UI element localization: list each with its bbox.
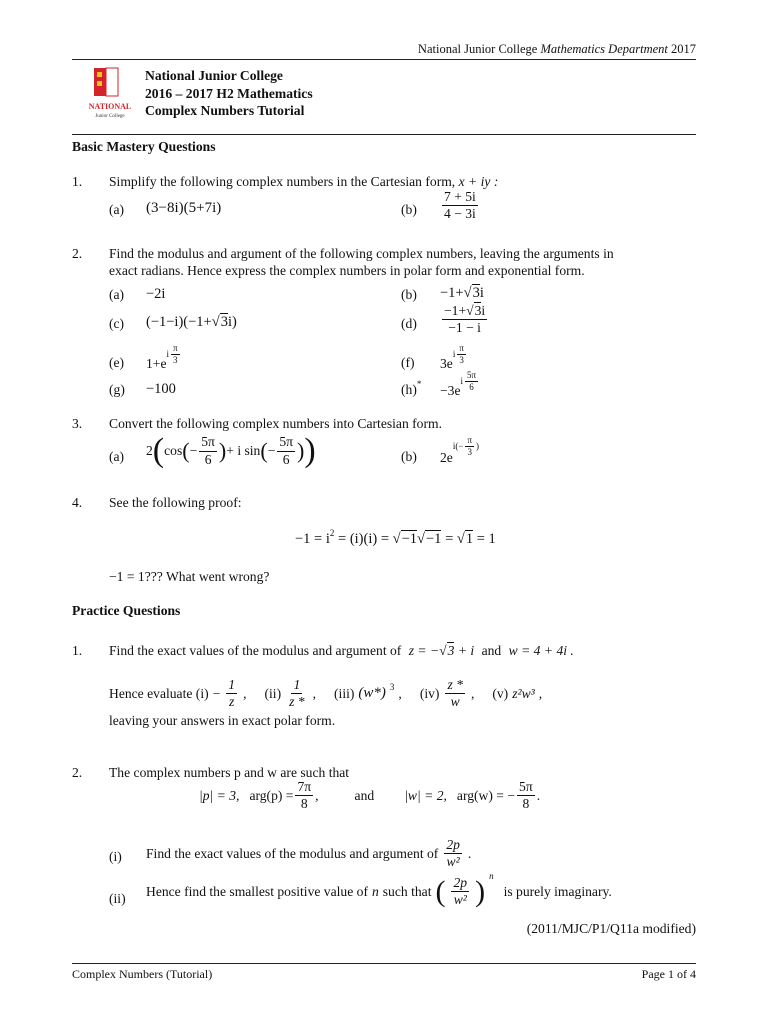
p2-conditions: |p| = 3, arg(p) = $\frac{7\pi}{8}$ , and |w| = 2, arg(w) = − $\frac{5\pi}{8}$ .: [199, 779, 541, 812]
q2h-exp-i: i: [460, 376, 464, 386]
q3b-exp-den: 3: [467, 447, 472, 458]
p2ii-label: (ii): [109, 891, 126, 906]
p1-v-expr: z²w³: [512, 685, 535, 701]
q4-question: −1 = 1??? What went wrong?: [109, 569, 270, 584]
running-header: [418, 42, 696, 57]
q4-proof-pre: −1 = i: [295, 531, 330, 547]
p2ii-pre: Hence find the smallest positive value of: [146, 883, 368, 899]
p2ii-text: Hence find the smallest positive value of n such that ( $\frac{2p}{\text{w²}}$ ) n is purely imaginary.: [146, 870, 612, 908]
q2f-label: (f): [401, 355, 415, 370]
source-reference: (2011/MJC/P1/Q11a modified): [526, 921, 696, 936]
q2d-label: (d): [401, 316, 417, 331]
q3a-label: (a): [109, 449, 125, 464]
p1-ii-label: (ii): [264, 685, 282, 701]
q1b-fraction: [440, 190, 480, 222]
p1-v-label: (v): [492, 685, 509, 701]
q2d-num-post: i: [481, 303, 486, 318]
q2h-base: −3e: [440, 383, 461, 398]
q4-proof-eq: =: [441, 531, 457, 547]
q3a-den-2: 6: [282, 451, 290, 467]
q2f-exp-num: π: [457, 344, 466, 355]
doc-title-college: National Junior College: [145, 68, 283, 83]
p2-number: 2.: [72, 765, 83, 780]
q2-number: 2.: [72, 246, 83, 261]
q2f-exp-i: i: [452, 349, 456, 359]
p2i-text-body: Find the exact values of the modulus and argument of: [146, 845, 439, 861]
footer-page-number: Page 1 of 4: [641, 967, 696, 981]
q3a-coef: 2: [146, 443, 153, 458]
q2e-base: 1+e: [146, 356, 167, 371]
running-header-college: National Junior College: [417, 42, 541, 56]
q3b-exponent: i(− $\frac{\pi}{3}$ ): [452, 435, 479, 458]
p2-intro: The complex numbers p and w are such that: [109, 765, 350, 780]
q2-line2: exact radians. Hence express the complex numbers in polar form and exponential form.: [109, 263, 585, 278]
q1b-denominator: 4 − 3i: [444, 206, 476, 222]
p1-w: w = 4 + 4i .: [508, 643, 574, 658]
doc-title-topic: Complex Numbers Tutorial: [145, 103, 305, 118]
p1-iii-power: 3: [389, 681, 395, 692]
p2-w-arg: arg(w) = −: [456, 787, 516, 803]
q4-proof-square: 2: [329, 528, 335, 538]
p1-iv-num: z *: [445, 678, 465, 694]
q4-radicand-1: −1: [401, 531, 418, 547]
footer-left: Complex Numbers (Tutorial): [72, 967, 213, 981]
q2h-star: *: [416, 379, 422, 389]
p1-z-radicand: 3: [447, 643, 455, 658]
q2e-exp-den: 3: [173, 355, 178, 366]
q2b-radicand: 3: [472, 285, 480, 301]
p2ii-frac-num: 2p: [451, 876, 469, 892]
q3a-expr: 2 ( cos ( − $\frac{5\pi}{6}$ ) + i sin ( − $\frac{5\pi}{6}$ ) ): [146, 432, 316, 469]
q2e-exp-num: π: [171, 344, 180, 355]
p1-text-body: Find the exact values of the modulus and argument of: [109, 643, 402, 658]
q2b-label: (b): [401, 287, 417, 302]
p2ii-post: is purely imaginary.: [503, 883, 612, 899]
q2f-exponent: [452, 343, 468, 366]
p2-p-modulus: |p| = 3,: [199, 787, 240, 803]
q3b-exp-num: π: [465, 436, 474, 447]
q2a-label: (a): [109, 287, 125, 302]
p1-and: and: [481, 643, 502, 658]
q3-text: Convert the following complex numbers into Cartesian form.: [109, 416, 442, 431]
q3-number: 3.: [72, 416, 83, 431]
q4-proof-end: = 1: [473, 531, 496, 547]
p1-iii-expr: (w*): [358, 685, 386, 702]
p1-number: 1.: [72, 643, 83, 658]
q3b-expr: [440, 435, 479, 465]
q1b-numerator: 7 + 5i: [442, 190, 478, 206]
q2f-exp-den: 3: [459, 355, 464, 366]
q2-line1: Find the modulus and argument of the following complex numbers, leaving the arguments in: [109, 246, 614, 261]
p2-and: and: [354, 787, 375, 803]
q2d-denominator: −1 − i: [448, 320, 481, 336]
q2e-expr: [146, 343, 182, 371]
q3b-label: (b): [401, 449, 417, 464]
q2c-post: i): [227, 314, 237, 330]
p1-ii-num: 1: [291, 678, 302, 694]
q4-radicand-3: 1: [465, 531, 474, 547]
q1a-label: (a): [109, 202, 125, 217]
p1-iii-label: (iii): [334, 685, 355, 701]
q1a-expr: (3−8i)(5+7i): [146, 200, 222, 216]
footer-rule: [72, 963, 696, 964]
q2h-exp-den: 6: [469, 382, 474, 393]
q4-radicand-2: −1: [426, 531, 442, 547]
q2h-label: [401, 379, 422, 398]
p2i-label: (i): [109, 849, 122, 864]
running-header-dept: Mathematics Department: [540, 42, 668, 56]
q1b-label: (b): [401, 202, 417, 217]
q3a-num-1: 5π: [199, 435, 217, 451]
running-header-year: 2017: [667, 42, 696, 56]
q3a-minus-2: −: [267, 443, 276, 458]
q3a-isin: + i sin: [226, 443, 261, 458]
logo-text: NATIONAL: [88, 102, 132, 111]
p2i-frac-den: w²: [446, 854, 460, 870]
q2h-label-text: (h): [401, 382, 417, 397]
q2c-pre: (−1−i)(−1+: [146, 314, 212, 330]
q1-form: x + iy :: [458, 174, 499, 189]
q2h-exp-num: 5π: [465, 371, 478, 382]
q3b-exp-i: i: [452, 441, 456, 451]
section-heading-basic: Basic Mastery Questions: [72, 139, 216, 154]
q2d-fraction: $\frac{-1+√3i}{-1 - i}$: [444, 303, 486, 336]
p2ii-mid: such that: [382, 883, 432, 899]
q2e-label: (e): [109, 355, 125, 370]
q3b-exp-minus: −: [458, 441, 464, 451]
p1-i-num: 1: [226, 678, 237, 694]
q2f-base: 3e: [440, 356, 453, 371]
q2e-exponent: [166, 343, 182, 366]
p2i-text: Find the exact values of the modulus and argument of $\frac{2p}{\text{w²}}$ .: [146, 837, 472, 870]
q2f-expr: [440, 343, 468, 371]
p1-hence-line: Hence evaluate (i) − $\frac{1}{z}$ , (ii) $\frac{1}{z *}$ , (iii) (w*) 3 , (iv) $\frac{z *}{w}$ , (v) z²w³ ,: [109, 677, 543, 710]
q2d-num-radicand: 3: [474, 303, 482, 318]
p1-z: z = −√3 + i: [408, 643, 475, 658]
q2d-num-pre: −1+: [444, 303, 467, 318]
p1-leaving: leaving your answers in exact polar form.: [109, 713, 336, 728]
q3a-minus-1: −: [189, 443, 198, 458]
q2b-post: i: [479, 285, 484, 301]
p1-i-den: z: [229, 694, 235, 710]
q2b-expr: −1+√3i: [440, 285, 484, 301]
q4-number: 4.: [72, 495, 83, 510]
q2c-label: (c): [109, 316, 125, 331]
p1-iv-label: (iv): [419, 685, 440, 701]
p2ii-frac-den: w²: [453, 892, 467, 908]
p2i-frac-num: 2p: [444, 838, 462, 854]
p1-z-post: + i: [454, 643, 475, 658]
p2-p-arg-num: 7π: [295, 780, 313, 796]
q1-text-body: Simplify the following complex numbers in the Cartesian form,: [109, 174, 456, 189]
q4-text: See the following proof:: [109, 495, 242, 510]
p1-hence: Hence evaluate (i): [109, 685, 209, 701]
p2-w-modulus: |w| = 2,: [404, 787, 447, 803]
p1-text: [109, 643, 574, 659]
q1-text: [109, 174, 498, 190]
p1-ii-den: z *: [289, 694, 305, 710]
q4-proof: $-1 = i^2 = (i)(i) = √-1√-1 = √1 = 1$: [295, 528, 496, 547]
header-rule: [72, 59, 696, 60]
p2ii-n: n: [371, 883, 379, 899]
q3b-base: 2e: [440, 450, 453, 465]
p2-w-arg-num: 5π: [517, 780, 535, 796]
title-rule: [72, 134, 696, 135]
q4-proof-mid: = (i)(i) =: [334, 531, 393, 547]
q2c-radicand: 3: [220, 314, 228, 330]
p2-p-arg-den: 8: [300, 796, 308, 812]
p1-i-minus: −: [212, 685, 221, 701]
q2c-expr: (−1−i)(−1+√3i): [146, 314, 237, 330]
q3a-den-1: 6: [204, 451, 212, 467]
p2-p-arg: arg(p) =: [249, 787, 294, 803]
doc-title-course: 2016 – 2017 H2 Mathematics: [145, 86, 313, 101]
p1-iv-den: w: [450, 694, 460, 710]
q3a-num-2: 5π: [277, 435, 295, 451]
q2b-pre: −1+: [440, 285, 464, 301]
p2ii-power: n: [489, 870, 494, 881]
q1-number: 1.: [72, 174, 83, 189]
q2h-expr: [440, 370, 480, 398]
section-heading-practice: Practice Questions: [72, 603, 181, 618]
q2g-expr: −100: [146, 381, 176, 397]
p2-w-arg-den: 8: [522, 796, 530, 812]
q3a-cos: cos: [164, 443, 183, 458]
q2a-expr: −2i: [146, 286, 166, 302]
logo-subtext: Junior College: [95, 114, 125, 119]
p1-z-pre: z = −: [408, 643, 440, 658]
q2g-label: (g): [109, 382, 125, 397]
college-logo-icon: [85, 66, 135, 122]
q2e-exp-i: i: [166, 349, 170, 359]
